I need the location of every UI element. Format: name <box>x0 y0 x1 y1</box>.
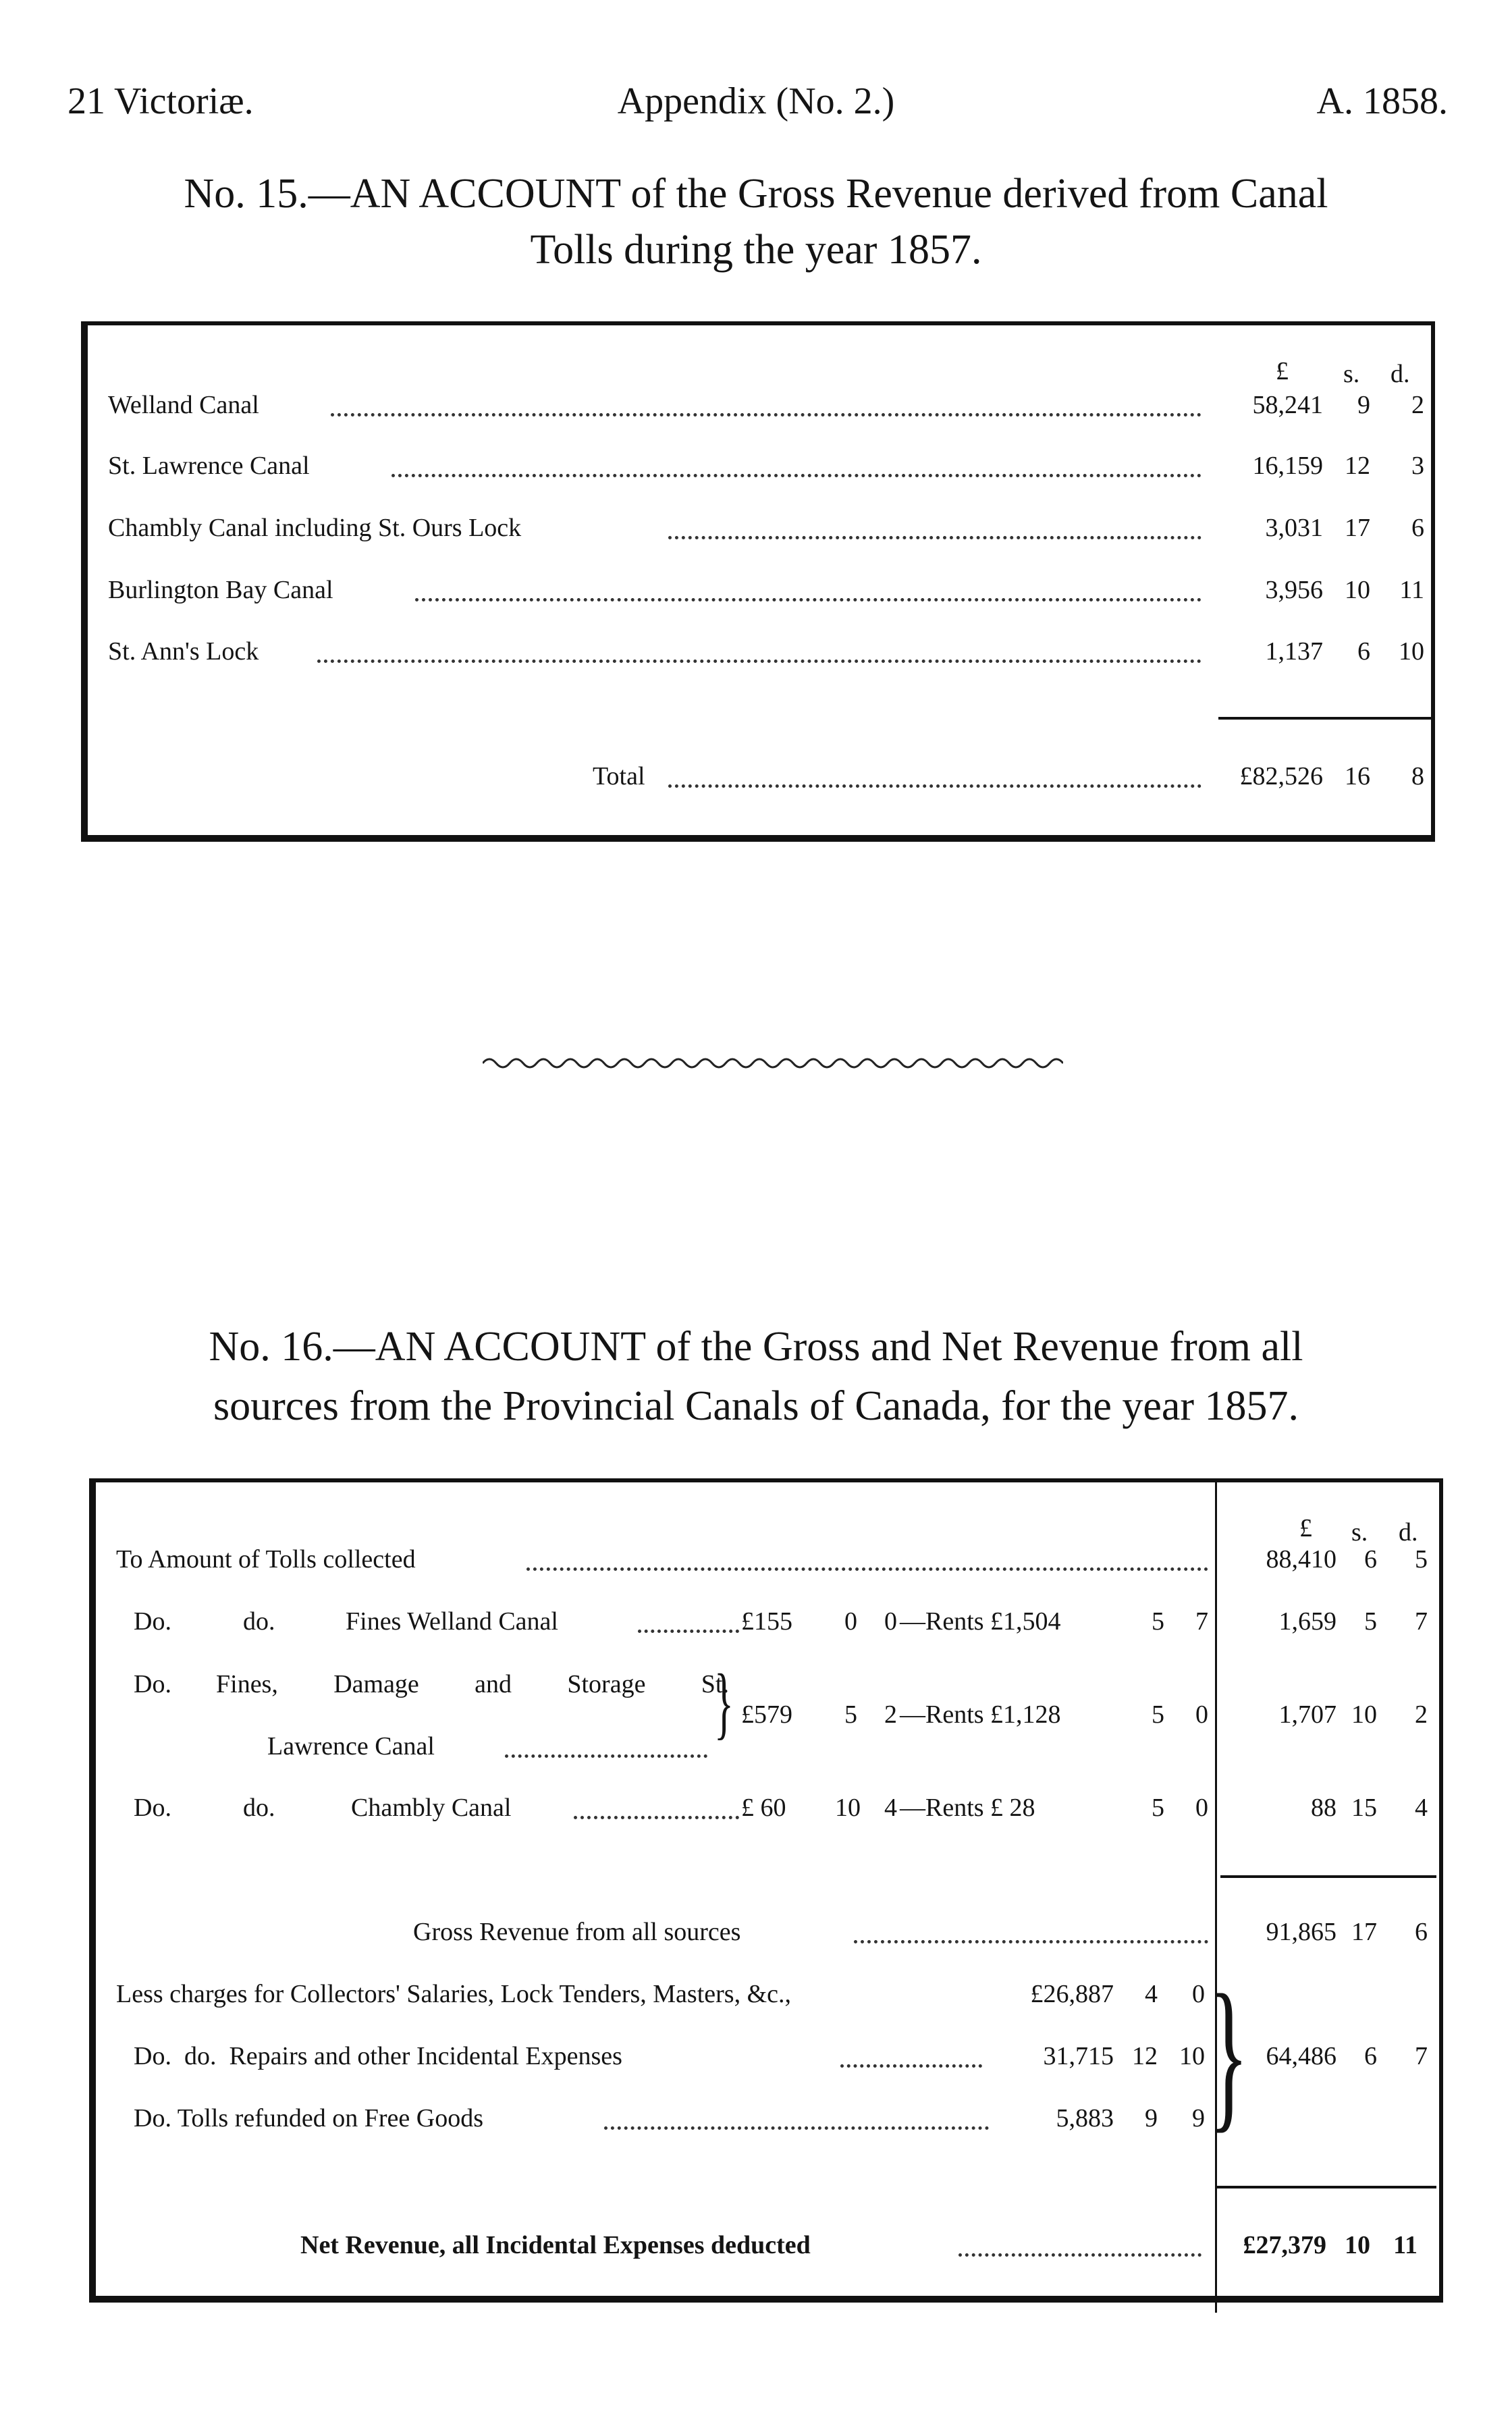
a15-row-pounds: 16,159 <box>1252 452 1323 480</box>
leader-dots <box>415 598 1202 601</box>
a16-net-label: Net Revenue, all Incidental Expenses deducted <box>300 2231 811 2259</box>
a16-hdr-pence: d. <box>1399 1518 1418 1547</box>
a15-row-shillings: 10 <box>1345 576 1370 604</box>
a16-charges-total-pounds: 64,486 <box>1266 2042 1336 2070</box>
a15-row-pence: 2 <box>1411 391 1424 419</box>
a15-row-pence: 11 <box>1399 576 1424 604</box>
a15-row-label: St. Ann's Lock <box>108 637 259 666</box>
leader-dots <box>668 536 1202 539</box>
account16-title-line1: No. 16.—AN ACCOUNT of the Gross and Net Revenue from all <box>209 1324 1303 1370</box>
a16-chambly-pounds: 88 <box>1311 1794 1336 1822</box>
a15-hdr-pence: d. <box>1390 360 1410 388</box>
a16-charge-shillings: 9 <box>1145 2104 1158 2132</box>
a16-gross-pence: 6 <box>1415 1918 1428 1946</box>
a16-stlawrence-fines: £579 <box>741 1700 792 1729</box>
a16-chambly-rents-s: 5 <box>1152 1794 1164 1822</box>
a15-row-pence: 10 <box>1399 637 1424 666</box>
account16-table-frame <box>89 1478 1443 2303</box>
ditto-do: do. <box>243 1607 275 1636</box>
a16-charge-pence: 9 <box>1192 2104 1205 2132</box>
a16-welland-rents-d: 7 <box>1195 1607 1208 1636</box>
a15-total-pence: 8 <box>1411 762 1424 790</box>
a15-total-label: Total <box>593 762 645 790</box>
a16-net-pounds: £27,379 <box>1243 2231 1326 2259</box>
a16-welland-fines: £155 <box>741 1607 792 1636</box>
a15-row-pounds: 3,031 <box>1265 514 1323 542</box>
leader-dots <box>604 2126 989 2130</box>
a16-stlawrence-pounds: 1,707 <box>1278 1700 1336 1729</box>
a16-charge-label: Do. do. Repairs and other Incidental Expenses <box>134 2042 622 2070</box>
a16-stlawrence-rents-d: 0 <box>1195 1700 1208 1729</box>
leader-dots <box>854 1940 1208 1943</box>
leader-dots <box>574 1816 739 1819</box>
a16-gross-label: Gross Revenue from all sources <box>413 1918 741 1946</box>
a15-row-pounds: 1,137 <box>1265 637 1323 666</box>
a16-hdr-pounds: £ <box>1299 1514 1312 1542</box>
a16-welland-label: Fines Welland Canal <box>346 1607 558 1636</box>
a16-gross-pounds: 91,865 <box>1266 1918 1336 1946</box>
net-rule <box>1215 2186 1436 2188</box>
a16-welland-rents-s: 5 <box>1152 1607 1164 1636</box>
account15-title-line1: No. 15.—AN ACCOUNT of the Gross Revenue derived from Canal <box>184 171 1328 217</box>
a16-chambly-fines-d: 4 <box>884 1794 897 1822</box>
subtotal-rule <box>1220 1875 1436 1878</box>
a16-welland-shillings: 5 <box>1364 1607 1377 1636</box>
a16-stlawrence-fines-s: 5 <box>844 1700 857 1729</box>
a16-tolls-label: To Amount of Tolls collected <box>116 1545 416 1574</box>
a16-gross-shillings: 17 <box>1351 1918 1377 1946</box>
ditto-do: do. <box>243 1794 275 1822</box>
a16-stlawrence-label-line2: Lawrence Canal <box>267 1732 435 1761</box>
leader-dots <box>959 2253 1202 2257</box>
leader-dots <box>331 413 1202 417</box>
brace-icon: } <box>1208 1960 1249 2147</box>
a16-charge-label: Less charges for Collectors' Salaries, Lock Tenders, Masters, &c., <box>116 1980 792 2008</box>
wavy-separator <box>483 1053 1063 1073</box>
a15-row-pence: 3 <box>1411 452 1424 480</box>
a15-hdr-pounds: £ <box>1276 357 1289 385</box>
header-session: 21 Victoriæ. <box>68 80 254 122</box>
a15-row-shillings: 9 <box>1357 391 1370 419</box>
a15-row-label: Chambly Canal including St. Ours Lock <box>108 514 522 542</box>
a15-row-label: Welland Canal <box>108 391 259 419</box>
a16-welland-pence: 7 <box>1415 1607 1428 1636</box>
a16-stlawrence-pence: 2 <box>1415 1700 1428 1729</box>
a16-chambly-shillings: 15 <box>1351 1794 1377 1822</box>
a16-stlawrence-shillings: 10 <box>1351 1700 1377 1729</box>
a16-welland-rents: —Rents £1,504 <box>900 1607 1061 1636</box>
a16-charges-total-pence: 7 <box>1415 2042 1428 2070</box>
account15-title-line2: Tolls during the year 1857. <box>530 227 982 273</box>
a16-charge-label: Do. Tolls refunded on Free Goods <box>134 2104 484 2132</box>
ditto-do: Do. <box>134 1607 171 1636</box>
a16-welland-fines-s: 0 <box>844 1607 857 1636</box>
a15-row-pence: 6 <box>1411 514 1424 542</box>
a15-row-label: St. Lawrence Canal <box>108 452 310 480</box>
a15-row-pounds: 58,241 <box>1252 391 1323 419</box>
a16-tolls-pence: 5 <box>1415 1545 1428 1574</box>
a16-stlawrence-label-line1: Fines, Damage and Storage St. <box>216 1670 729 1698</box>
a16-chambly-fines-s: 10 <box>835 1794 861 1822</box>
leader-dots <box>840 2064 982 2068</box>
leader-dots <box>638 1630 739 1633</box>
a16-charge-shillings: 12 <box>1132 2042 1158 2070</box>
total-rule <box>1218 717 1434 720</box>
a15-row-shillings: 6 <box>1357 637 1370 666</box>
ditto-do: Do. <box>134 1670 171 1698</box>
a15-hdr-shillings: s. <box>1343 360 1360 388</box>
a16-stlawrence-rents-s: 5 <box>1152 1700 1164 1729</box>
a16-charge-pounds: £26,887 <box>1030 1980 1114 2008</box>
leader-dots <box>392 474 1202 477</box>
brace-icon: } <box>714 1657 734 1747</box>
leader-dots <box>317 660 1202 663</box>
a16-net-pence: 11 <box>1393 2231 1418 2259</box>
a16-net-shillings: 10 <box>1345 2231 1370 2259</box>
a16-welland-pounds: 1,659 <box>1278 1607 1336 1636</box>
a15-row-shillings: 17 <box>1345 514 1370 542</box>
a16-charge-pence: 10 <box>1179 2042 1205 2070</box>
leader-dots <box>526 1567 1208 1571</box>
a16-charge-pence: 0 <box>1192 1980 1205 2008</box>
a15-row-shillings: 12 <box>1345 452 1370 480</box>
account16-title-line2: sources from the Provincial Canals of Canada, for the year 1857. <box>213 1383 1299 1429</box>
a16-tolls-shillings: 6 <box>1364 1545 1377 1574</box>
ditto-do: Do. <box>134 1794 171 1822</box>
leader-dots <box>668 784 1202 788</box>
a16-chambly-rents: —Rents £ 28 <box>900 1794 1035 1822</box>
a16-welland-fines-d: 0 <box>884 1607 897 1636</box>
a16-stlawrence-fines-d: 2 <box>884 1700 897 1729</box>
a15-row-label: Burlington Bay Canal <box>108 576 333 604</box>
a16-chambly-fines: £ 60 <box>741 1794 786 1822</box>
a16-stlawrence-rents: —Rents £1,128 <box>900 1700 1061 1729</box>
a16-tolls-pounds: 88,410 <box>1266 1545 1336 1574</box>
a16-chambly-label: Chambly Canal <box>351 1794 512 1822</box>
a16-hdr-shillings: s. <box>1351 1518 1368 1547</box>
a16-chambly-pence: 4 <box>1415 1794 1428 1822</box>
a16-charge-shillings: 4 <box>1145 1980 1158 2008</box>
header-year: A. 1858. <box>1316 80 1448 122</box>
a15-total-pounds: £82,526 <box>1239 762 1323 790</box>
a16-charge-pounds: 5,883 <box>1056 2104 1114 2132</box>
a15-total-shillings: 16 <box>1345 762 1370 790</box>
a16-charges-total-shillings: 6 <box>1364 2042 1377 2070</box>
a16-charge-pounds: 31,715 <box>1043 2042 1114 2070</box>
a16-chambly-rents-d: 0 <box>1195 1794 1208 1822</box>
header-appendix: Appendix (No. 2.) <box>617 80 895 122</box>
leader-dots <box>505 1754 707 1758</box>
a15-row-pounds: 3,956 <box>1265 576 1323 604</box>
